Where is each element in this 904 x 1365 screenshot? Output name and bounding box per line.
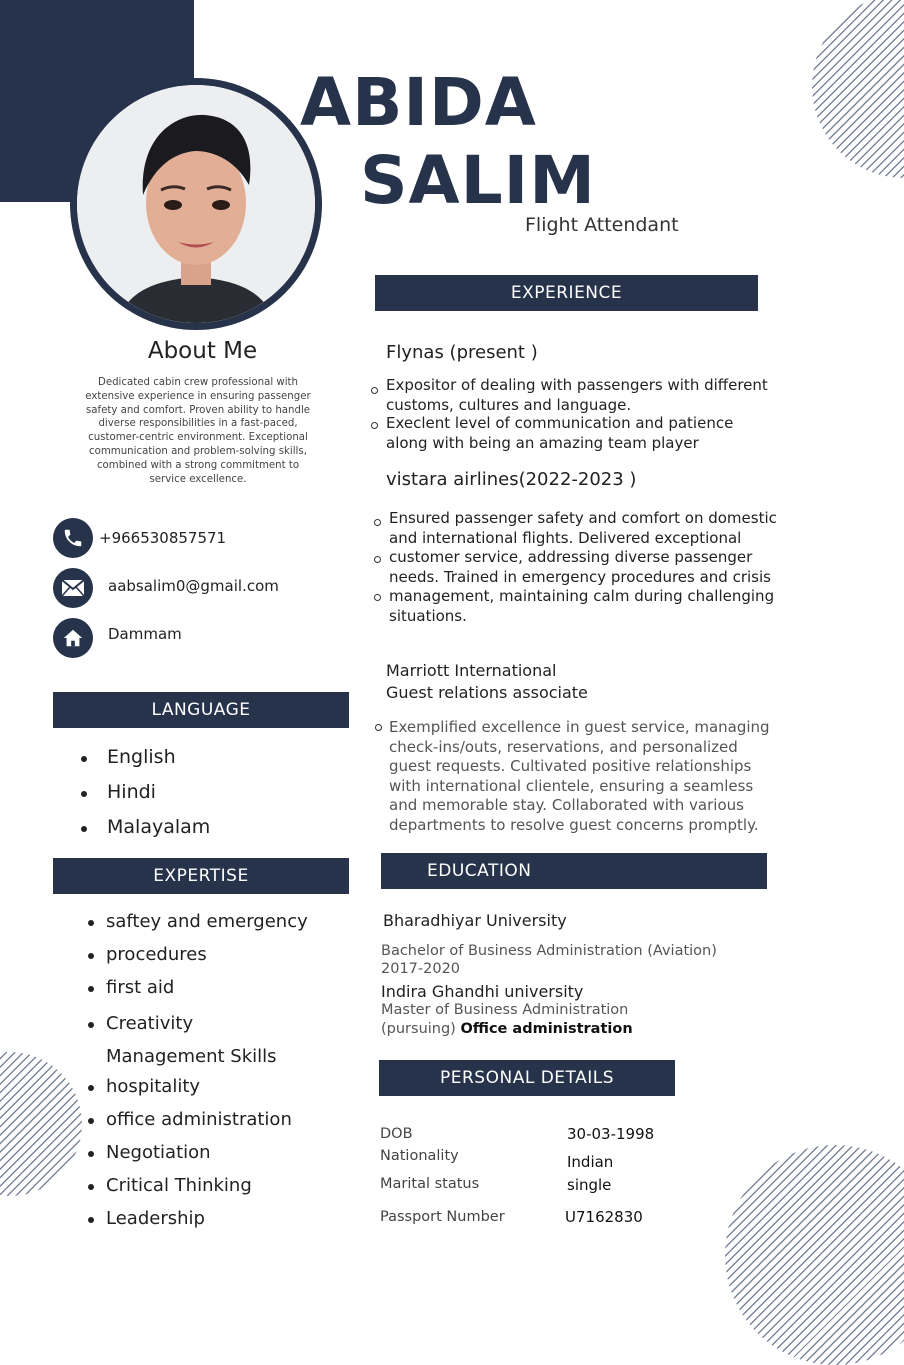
marital-status-value: single (567, 1176, 612, 1194)
experience-heading: EXPERIENCE (510, 283, 623, 303)
list-item: Management Skills (106, 1046, 277, 1067)
degree: Bachelor of Business Administration (Aviation) (381, 943, 717, 959)
school-name: Bharadhiyar University (383, 911, 567, 930)
bullet (88, 1085, 94, 1091)
bullet (375, 724, 382, 731)
education-heading-bar (381, 853, 767, 889)
passport-label: Passport Number (380, 1209, 505, 1225)
job-bullet: Expositor of dealing with passengers with different customs, cultures and language. (386, 376, 768, 414)
bullet (88, 1217, 94, 1223)
language-heading: LANGUAGE (151, 700, 251, 720)
bullet (88, 986, 94, 992)
list-item: Hindi (81, 781, 210, 816)
profile-photo (77, 85, 315, 323)
list-item: Malayalam (81, 816, 210, 851)
bullet (374, 519, 381, 526)
degree: Master of Business Administration (381, 1002, 629, 1018)
about-text: Dedicated cabin crew professional with extensive experience in ensuring passenger safety and comfort. Proven ability to handle diverse responsibilities in a fast-paced, customer-centric environment. Exceptional communication and problem-solving skills, combined with a strong commitment to service excellence. (85, 377, 311, 485)
marital-status-label: Marital status (380, 1176, 480, 1192)
list-item: English (81, 746, 210, 781)
bullet (374, 594, 381, 601)
home-icon (53, 618, 93, 658)
decorative-hatched-circle-bottom-left (0, 1052, 82, 1196)
list-item: Creativity (106, 1013, 194, 1034)
school-name: Indira Ghandhi university (381, 982, 584, 1001)
job-company: Flynas (present ) (386, 342, 538, 363)
city: Dammam (108, 625, 182, 643)
language-list (81, 746, 210, 851)
job-title: Flight Attendant (525, 214, 679, 236)
degree-status: (pursuing) (381, 1021, 456, 1037)
first-name: ABIDA (300, 64, 537, 141)
passport-value: U7162830 (565, 1208, 643, 1226)
about-heading: About Me (147, 338, 258, 364)
email-address[interactable]: aabsalim0@gmail.com (108, 577, 279, 595)
nationality-label: Nationality (380, 1148, 459, 1164)
education-heading: EDUCATION (427, 861, 532, 881)
job-bullet: Execlent level of communication and patience along with being an amazing team player (386, 414, 734, 452)
dob-value: 30-03-1998 (567, 1125, 655, 1143)
degree-years: 2017-2020 (381, 961, 461, 977)
expertise-heading: EXPERTISE (153, 866, 249, 886)
list-item: Negotiation (106, 1142, 211, 1163)
phone-icon (53, 518, 93, 558)
decorative-hatched-circle-bottom-right (725, 1145, 904, 1365)
envelope-icon (53, 568, 93, 608)
job-company: vistara airlines(2022-2023 ) (386, 469, 637, 490)
bullet (374, 556, 381, 563)
job-description: Exemplified excellence in guest service, managing check-ins/outs, reservations, and personalized guest requests. Cultivated positive relationships with international clientele, ensuring a seamless and memorable stay. Collaborated with various departments to resolve guest concerns promptly. (389, 718, 770, 834)
personal-details-heading: PERSONAL DETAILS (440, 1068, 614, 1088)
decorative-hatched-circle-top-right (812, 0, 904, 178)
nationality-value: Indian (567, 1153, 614, 1171)
last-name: SALIM (360, 142, 596, 219)
bullet (88, 1022, 94, 1028)
list-item: Leadership (106, 1208, 205, 1229)
dob-label: DOB (380, 1126, 413, 1142)
expertise-heading-bar (53, 858, 349, 894)
list-item: office administration (106, 1109, 292, 1130)
list-item: saftey and emergency (106, 911, 308, 932)
degree-major: Office administration (460, 1021, 633, 1037)
degree-detail (381, 1021, 633, 1037)
personal-details-heading-bar (379, 1060, 675, 1096)
list-item: Critical Thinking (106, 1175, 252, 1196)
bullet (88, 1151, 94, 1157)
bullet (371, 387, 378, 394)
job-description: Ensured passenger safety and comfort on domestic and international flights. Delivered exceptional customer service, addressing diverse passenger needs. Trained in emergency procedures and crisis management, maintaining calm during challenging situations. (389, 509, 777, 625)
bullet (88, 1184, 94, 1190)
bullet (371, 422, 378, 429)
phone-number[interactable]: +966530857571 (99, 529, 227, 547)
job-company: Marriott International (386, 661, 557, 680)
language-heading-bar (53, 692, 349, 728)
list-item: first aid (106, 977, 175, 998)
job-position: Guest relations associate (386, 683, 588, 702)
bullet (88, 953, 94, 959)
experience-heading-bar (375, 275, 758, 311)
bullet (88, 1118, 94, 1124)
list-item: hospitality (106, 1076, 201, 1097)
bullet (88, 920, 94, 926)
list-item: procedures (106, 944, 207, 965)
